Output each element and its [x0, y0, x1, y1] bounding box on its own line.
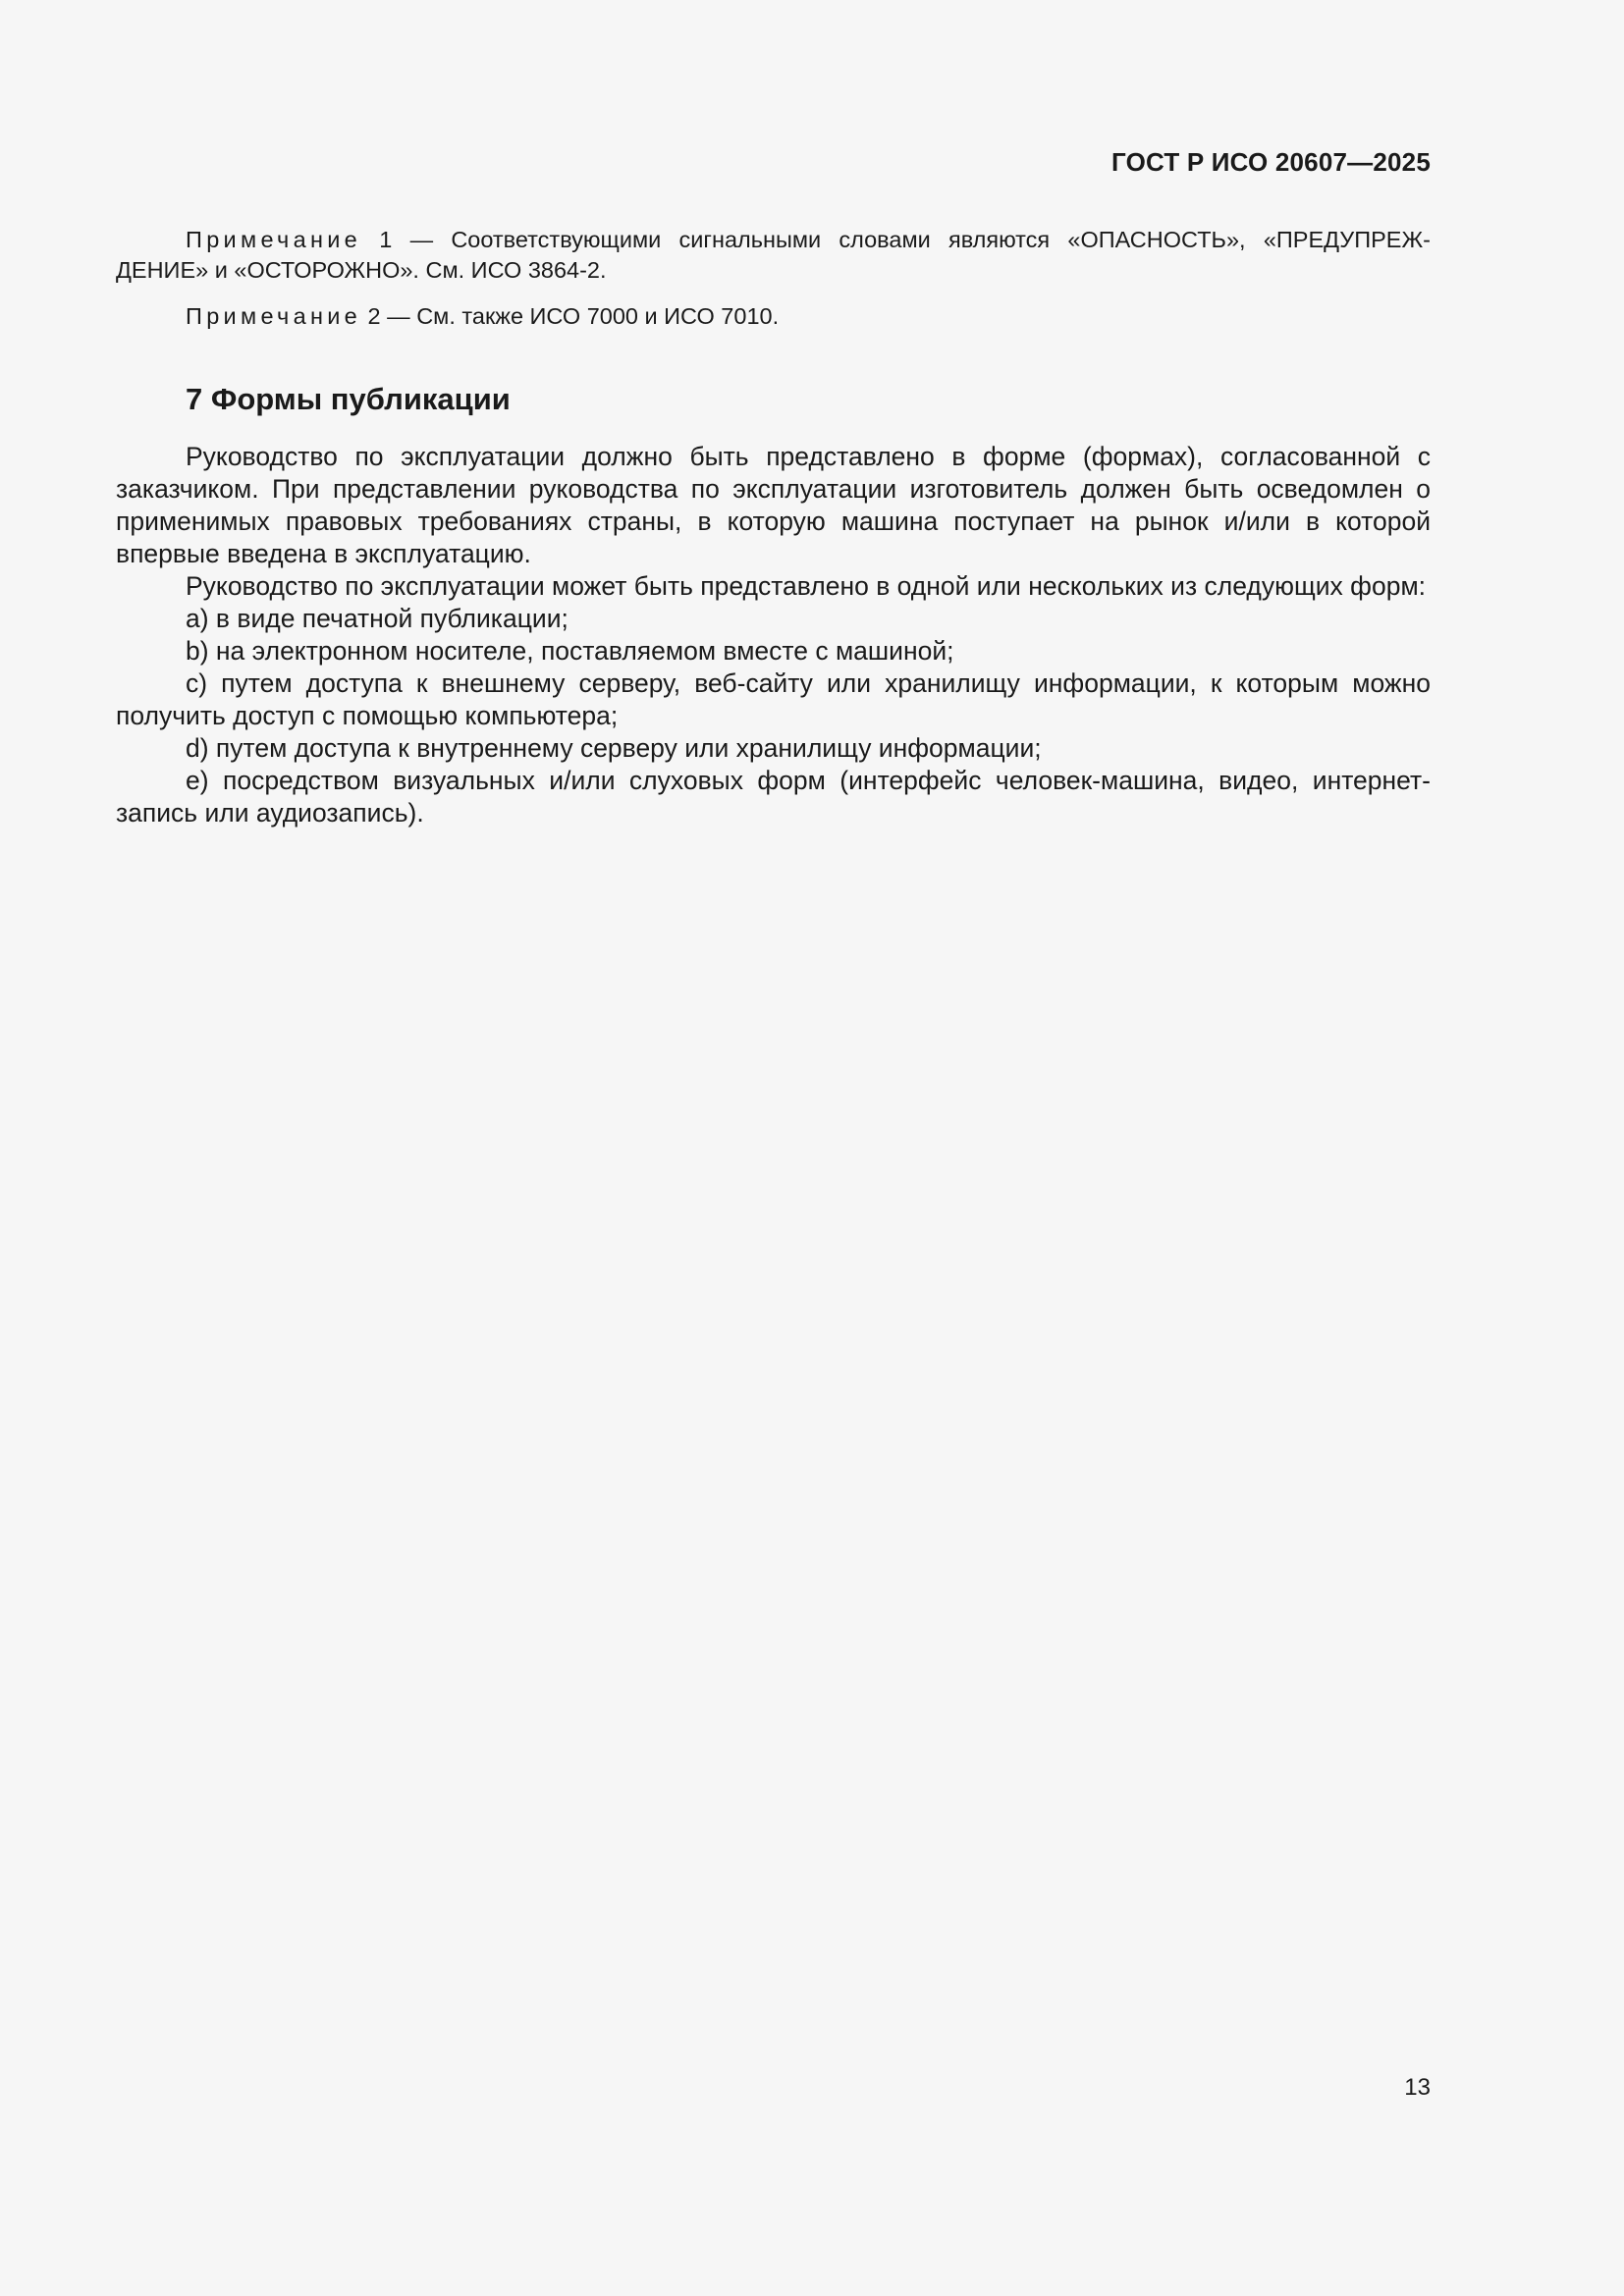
note-label: Примечание	[186, 303, 362, 329]
list-item: a) в виде печатной публикации;	[186, 604, 568, 633]
note-2	[116, 301, 1431, 332]
section-body	[116, 441, 1431, 829]
paragraph: Руководство по эксплуатации должно быть представлено в форме (формах), согласованной с заказчиком. При представлении руководства по эксплуатации изготовитель должен быть осведомлен о применимых правовых требованиях страны, в которую машина поступает на рынок и/или в которой впервые введена в эксплуатацию.	[116, 442, 1431, 568]
note-label: Примечание	[186, 227, 362, 252]
list-item: c) путем доступа к внешнему серверу, веб-сайту или хранилищу информации, к которым можно получить доступ с помощью компьютера;	[116, 668, 1431, 730]
page-header-standard-id: ГОСТ Р ИСО 20607—2025	[1110, 147, 1431, 177]
note-text: 1 — Соответствующими сигнальными словами являются «ОПАСНОСТЬ», «ПРЕДУПРЕЖ-ДЕНИЕ» и «ОСТОРОЖНО». См. ИСО 3864-2.	[116, 227, 1431, 283]
list-item: e) посредством визуальных и/или слуховых форм (интерфейс человек-машина, видео, интернет-запись или аудиозапись).	[116, 766, 1431, 828]
list-item: b) на электронном носителе, поставляемом вместе с машиной;	[186, 636, 954, 666]
list-item: d) путем доступа к внутреннему серверу или хранилищу информации;	[186, 733, 1042, 763]
note-text: 2 — См. также ИСО 7000 и ИСО 7010.	[361, 303, 780, 329]
page-number: 13	[1404, 2074, 1431, 2101]
note-1	[116, 225, 1431, 286]
section-heading: 7 Формы публикации	[186, 382, 511, 416]
paragraph: Руководство по эксплуатации может быть представлено в одной или нескольких из следующих форм:	[186, 571, 1427, 601]
